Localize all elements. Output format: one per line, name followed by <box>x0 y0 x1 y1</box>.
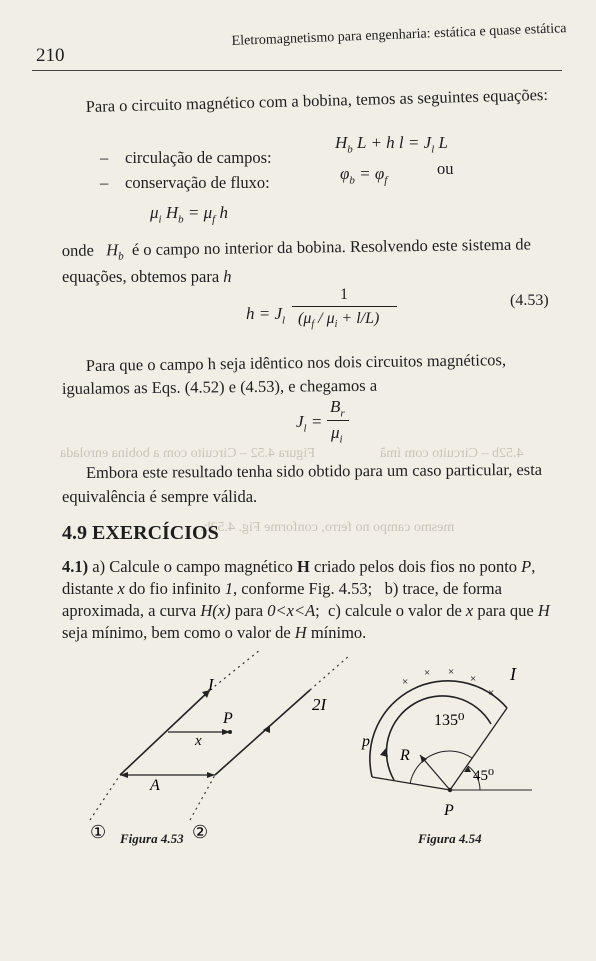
header-rule <box>32 70 562 71</box>
bleed-through-text: Figura 4.52 – Circuito com a bobina enrolada <box>60 446 316 461</box>
equation-jl-lhs: $J_l$ = <box>296 412 323 435</box>
label-angle-135: 135⁰ <box>434 712 465 729</box>
text-obtemos: equações, obtemos para <box>62 267 220 286</box>
or-word: ou <box>437 159 454 178</box>
bleed-through-text: 4.52b – Circuito com ímã <box>380 446 524 461</box>
text-onde: onde <box>61 240 94 261</box>
var-h: h <box>223 267 232 286</box>
bullet: – <box>100 173 109 192</box>
point-P-dot <box>228 730 232 734</box>
equation-jl-denominator: $\mu_i$ <box>331 423 343 446</box>
exercise-line-4: seja mínimo, bem como o valor de H mínimo. <box>62 623 367 642</box>
paragraph-onde-line2 <box>62 266 232 287</box>
intro-paragraph: Para o circuito magnético com a bobina, temos as seguintes equações: <box>85 84 549 117</box>
wire-2-top-dotted <box>310 655 350 690</box>
label-I: I <box>510 664 516 684</box>
figure-4-53 <box>60 650 360 850</box>
bullet-label-circulation: circulação de campos: <box>125 148 272 167</box>
fraction-bar <box>327 420 349 421</box>
paragraph-embora-line2: equivalência é sempre válida. <box>62 487 258 506</box>
label-p: p <box>362 733 370 750</box>
equation-453-denominator: $(\mu_f / \mu_i + l/L)$ <box>298 310 380 331</box>
label-angle-45: 45⁰ <box>473 768 495 784</box>
label-R: R <box>400 747 410 764</box>
equation-453-numerator: 1 <box>340 286 348 303</box>
equation-circulation: $H_b$ L + h $l = J_l$ L <box>335 133 448 156</box>
label-P: P <box>223 710 233 727</box>
section-title: 4.9 EXERCÍCIOS <box>62 522 219 544</box>
label-wire-1: ① <box>90 822 107 842</box>
bleed-through-text: mesmo campo no ferro, conforme Fig. 4.53b. <box>200 520 455 535</box>
equation-jl-numerator: $B_r$ <box>330 397 345 420</box>
current-cross: × <box>402 676 409 688</box>
label-wire-2: ② <box>192 822 209 842</box>
equation-mu: $\mu_i$ $H_b = \mu_f$ h <box>150 203 228 226</box>
wire-1-dotted-extension <box>90 775 120 820</box>
current-cross: × <box>424 667 431 679</box>
current-cross: × <box>488 687 495 699</box>
bullet-label-flux: conservação de fluxo: <box>125 173 270 192</box>
exercise-line-1: 4.1) a) Calcule o campo magnético H criado pelos dois fios no ponto P, <box>62 557 536 576</box>
equation-number-453: (4.53) <box>510 292 549 309</box>
var-H: H <box>106 240 119 260</box>
label-2I: 2I <box>312 695 327 714</box>
current-cross: × <box>448 666 455 678</box>
paragraph-identico-line1: Para que o campo h seja idêntico nos dois circuitos magnéticos, <box>85 350 507 376</box>
label-P: P <box>444 802 454 819</box>
equation-flux: $\varphi_b = \varphi_f$ <box>340 164 388 187</box>
label-I: I <box>208 675 214 694</box>
figure-4-54 <box>360 650 540 825</box>
paragraph-identico-line2: igualamos as Eqs. (4.52) e (4.53), e chegamos a <box>61 375 378 399</box>
point-P-dot <box>448 788 452 792</box>
wire-2-dotted-extension <box>190 775 215 820</box>
bullet: – <box>100 148 109 167</box>
label-x: x <box>195 733 202 749</box>
equation-453-lhs: $h = J_l$ <box>246 304 286 327</box>
paragraph-onde: onde $H_b$ é o campo no interior da bobina. Resolvendo este sistema de <box>61 234 532 263</box>
exercise-line-2: distante x do fio infinito 1, conforme Fig. 4.53; b) trace, de forma <box>62 579 502 598</box>
label-A: A <box>150 777 160 794</box>
fraction-bar <box>292 306 397 307</box>
paragraph-embora-line1: Embora este resultado tenha sido obtido para um caso particular, esta <box>85 459 543 483</box>
wire-1-top-dotted <box>210 650 260 690</box>
figure-caption-4-54: Figura 4.54 <box>418 831 482 846</box>
running-title: Eletromagnetismo para engenharia: estática e quase estática <box>231 21 567 50</box>
text-onde-cont: é o campo no interior da bobina. Resolvendo este sistema de <box>131 234 532 260</box>
current-cross: × <box>470 673 477 685</box>
page-number: 210 <box>36 45 65 66</box>
figure-caption-4-53: Figura 4.53 <box>120 831 184 846</box>
exercise-line-3: aproximada, a curva H(x) para 0<x<A; c) calcule o valor de x para que H <box>62 601 550 620</box>
